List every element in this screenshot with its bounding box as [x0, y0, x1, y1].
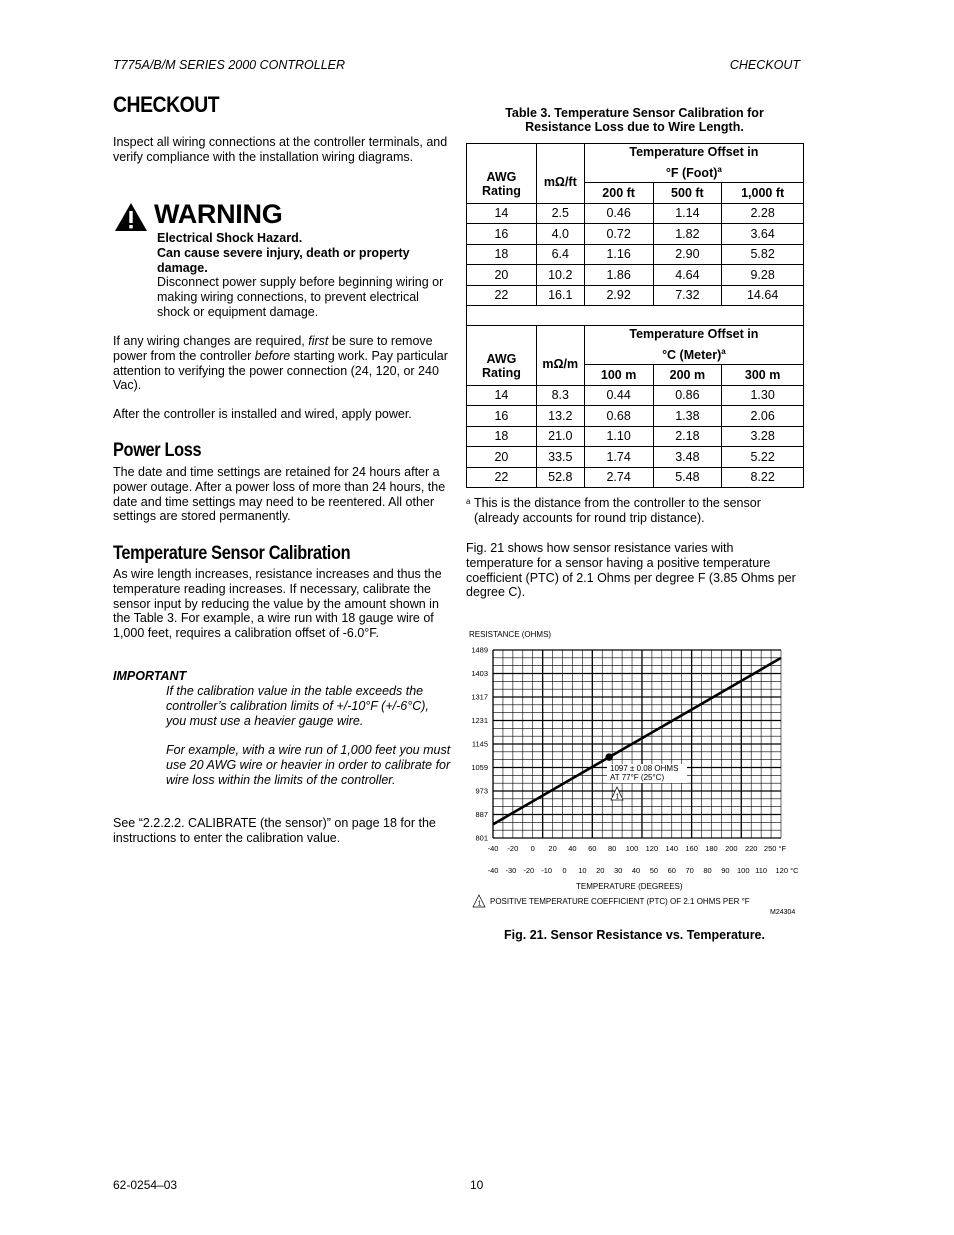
table-cell: 52.8 [536, 467, 584, 488]
table-cell: 13.2 [536, 406, 584, 427]
offset-f-header: Temperature Offset in °F (Foot)$^a$ [584, 144, 803, 183]
warning-consequence: Can cause severe injury, death or property damage. [157, 246, 410, 275]
table3-footnote: $^a$ This is the distance from the controller to the sensor (already accounts for round trip distance). [466, 496, 761, 525]
x-tick-label-c: 100 [737, 866, 750, 875]
y-tick-label: 887 [475, 810, 488, 819]
resistance-per-ft-header: mΩ/ft [536, 144, 584, 204]
x-tick-label-c: 120 °C [775, 866, 799, 875]
doc-number: 62-0254–03 [113, 1178, 178, 1192]
x-tick-label-c: 70 [685, 866, 694, 875]
table-cell: 20 [467, 265, 537, 286]
resistance-per-m-header: mΩ/m [536, 326, 584, 386]
table-cell: 14 [467, 385, 537, 406]
table-cell: 1.86 [584, 265, 653, 286]
c-col-header: 300 m [722, 365, 804, 386]
fig21-caption: Fig. 21. Sensor Resistance vs. Temperature. [504, 928, 765, 942]
x-tick-label-c: 60 [667, 866, 676, 875]
table-cell: 5.22 [722, 447, 804, 468]
x-tick-label-f: 100 [625, 844, 639, 853]
x-tick-label-f: 140 [665, 844, 679, 853]
table-cell: 10.2 [536, 265, 584, 286]
svg-text:1: 1 [615, 793, 620, 801]
table-cell: 21.0 [536, 426, 584, 447]
power-loss-body: The date and time settings are retained for 24 hours after a power outage. After a power loss of more than 24 hours, the date and time settings may need to be reentered. All other settings are stored permanently. [113, 465, 446, 524]
table-cell: 1.38 [653, 406, 722, 427]
table3-fahrenheit [466, 143, 804, 306]
resistance-temperature-chart [466, 625, 806, 920]
table-cell: 1.16 [584, 244, 653, 265]
y-tick-label: 1403 [471, 669, 488, 678]
table-cell: 0.68 [584, 406, 653, 427]
table-row [467, 265, 804, 286]
x-tick-label-f: 250 °F [763, 844, 787, 853]
chart-y-ticks [471, 646, 488, 843]
table-cell: 33.5 [536, 447, 584, 468]
table3-celsius [466, 305, 804, 488]
table-cell: 16 [467, 406, 537, 427]
page-number: 10 [470, 1178, 484, 1192]
table-row [467, 244, 804, 265]
table-row [467, 467, 804, 488]
x-tick-label-f: 60 [588, 844, 597, 853]
warning-triangle-icon [114, 202, 148, 232]
x-tick-label-c: -20 [523, 866, 535, 875]
x-tick-label-c: 10 [578, 866, 587, 875]
table-cell: 18 [467, 244, 537, 265]
x-tick-label-c: -30 [505, 866, 517, 875]
x-tick-label-f: 180 [705, 844, 718, 853]
y-tick-label: 1231 [471, 716, 488, 725]
chart-grid [493, 650, 781, 838]
y-tick-label: 1145 [471, 739, 488, 749]
x-tick-label-c: -10 [541, 866, 553, 875]
f-col-header: 200 ft [584, 183, 653, 204]
table-cell: 5.82 [722, 244, 804, 265]
power-loss-heading: Power Loss [113, 440, 202, 461]
table-cell: 1.30 [722, 385, 804, 406]
x-tick-label-f: 200 [725, 844, 738, 853]
f-col-header: 1,000 ft [722, 183, 804, 204]
x-tick-label-c: 80 [703, 866, 712, 875]
y-tick-label: 1489 [471, 645, 488, 655]
chart-annotation [607, 764, 687, 801]
c-col-header: 200 m [653, 365, 722, 386]
table-cell: 0.72 [584, 224, 653, 245]
x-tick-label-f: 20 [548, 844, 557, 853]
warning-hazard: Electrical Shock Hazard. [157, 231, 303, 245]
table-cell: 3.64 [722, 224, 804, 245]
table-cell: 14 [467, 203, 537, 224]
table-cell: 14.64 [722, 285, 804, 306]
table-cell: 22 [467, 285, 537, 306]
table-row [467, 406, 804, 427]
x-tick-label-c: 50 [649, 866, 659, 875]
table-cell: 1.74 [584, 447, 653, 468]
table-cell: 2.74 [584, 467, 653, 488]
table-cell: 8.22 [722, 467, 804, 488]
table-cell: 0.44 [584, 385, 653, 406]
table-cell: 2.90 [653, 244, 722, 265]
reference-point-marker [605, 753, 613, 761]
running-header-section: CHECKOUT [729, 58, 800, 72]
page-title: CHECKOUT [113, 92, 220, 117]
awg-rating-header-c: AWG Rating [467, 326, 537, 386]
y-tick-label: 1317 [471, 692, 488, 702]
c-col-header: 100 m [584, 365, 653, 386]
x-tick-label-f: -40 [487, 844, 499, 853]
chart-series [493, 658, 781, 824]
svg-text:1: 1 [477, 900, 482, 908]
table-row [467, 426, 804, 447]
table-cell: 18 [467, 426, 537, 447]
x-tick-label-f: 0 [530, 844, 535, 853]
warning-instructions: Disconnect power supply before beginning wiring or making wiring connections, to prevent electrical shock or equipment damage. [157, 275, 444, 319]
figure-id: M24304 [770, 909, 796, 916]
x-tick-label-c: 0 [562, 866, 567, 875]
x-tick-label-c: -40 [487, 866, 499, 875]
x-tick-label-c: 40 [631, 866, 641, 875]
table-row [467, 447, 804, 468]
see-also-paragraph: See “2.2.2.2. CALIBRATE (the sensor)” on page 18 for the instructions to enter the calibration value. [113, 816, 436, 845]
table-row [467, 285, 804, 306]
running-header-title: T775A/B/M SERIES 2000 CONTROLLER [113, 58, 346, 72]
temp-cal-body: As wire length increases, resistance increases and thus the temperature reading increases. If necessary, calibrate the sensor input by reducing the value by the amount shown in the Table 3. For example, a wire run with 18 gauge wire of 1,000 feet, requires a calibration offset of -6.0°F. [113, 567, 442, 641]
x-tick-label-f: -20 [507, 844, 519, 853]
table-cell: 2.18 [653, 426, 722, 447]
apply-power-paragraph: After the controller is installed and wired, apply power. [113, 407, 412, 421]
table-cell: 0.46 [584, 203, 653, 224]
table-cell: 5.48 [653, 467, 722, 488]
svg-text:1097 ± 0.08 OHMS: 1097 ± 0.08 OHMS [610, 764, 679, 773]
chart-xlabel: TEMPERATURE (DEGREES) [576, 882, 683, 891]
fig21-intro: Fig. 21 shows how sensor resistance varies with temperature for a sensor having a positive temperature coefficient (PTC) of 2.1 Ohms per degree F (3.85 Ohms per degree C). [466, 541, 796, 600]
table3-caption: Table 3. Temperature Sensor Calibration for Resistance Loss due to Wire Length. [505, 106, 764, 134]
chart-ylabel: RESISTANCE (OHMS) [469, 630, 552, 639]
table-cell: 4.64 [653, 265, 722, 286]
y-tick-label: 1059 [471, 763, 488, 772]
table-cell: 16 [467, 224, 537, 245]
table-cell: 3.48 [653, 447, 722, 468]
table-cell: 1.14 [653, 203, 722, 224]
table-cell: 1.10 [584, 426, 653, 447]
chart-x-ticks-c [488, 866, 800, 875]
chart-note [473, 895, 750, 908]
table-cell: 4.0 [536, 224, 584, 245]
x-tick-label-f: 40 [568, 844, 577, 853]
x-tick-label-c: 30 [613, 866, 623, 875]
x-tick-label-f: 80 [608, 844, 617, 853]
svg-text:POSITIVE TEMPERATURE COEFFICIE: POSITIVE TEMPERATURE COEFFICIENT (PTC) OF 2.1 OHMS PER °F [490, 897, 750, 906]
series-line [493, 658, 781, 824]
table-cell: 22 [467, 467, 537, 488]
table-cell: 9.28 [722, 265, 804, 286]
wiring-changes-paragraph: If any wiring changes are required, first be sure to remove power from the controller before starting work. Pay particular attention to verifying the power connection (24, 120, or 240 Vac). [113, 334, 448, 393]
table-row [467, 224, 804, 245]
y-tick-label: 973 [475, 786, 488, 796]
ptc-note-marker-icon [611, 787, 623, 801]
table-cell: 2.5 [536, 203, 584, 224]
awg-rating-header: AWG Rating [467, 144, 537, 204]
important-note-1: If the calibration value in the table exceeds the controller’s calibration limits of +/-10°F (+/-6°C), you must use a heavier gauge wire. [166, 684, 429, 728]
x-tick-label-f: 120 [645, 844, 659, 853]
table-cell: 20 [467, 447, 537, 468]
table-cell: 0.86 [653, 385, 722, 406]
table-cell: 1.82 [653, 224, 722, 245]
temp-cal-heading: Temperature Sensor Calibration [113, 543, 351, 564]
x-tick-label-f: 160 [685, 844, 698, 853]
chart-x-ticks-f [488, 844, 787, 853]
important-label: IMPORTANT [113, 669, 187, 683]
table-cell: 6.4 [536, 244, 584, 265]
table-row [467, 385, 804, 406]
y-tick-label: 801 [475, 833, 488, 843]
important-note-2: For example, with a wire run of 1,000 feet you must use 20 AWG wire or heavier in order to calibrate for wire loss within the limits of the controller. [166, 743, 451, 787]
x-tick-label-c: 90 [721, 866, 730, 875]
table-cell: 2.28 [722, 203, 804, 224]
table-row [467, 203, 804, 224]
offset-c-header: Temperature Offset in °C (Meter)$^a$ [584, 326, 803, 365]
checkout-intro: Inspect all wiring connections at the controller terminals, and verify compliance with the installation wiring diagrams. [113, 135, 448, 164]
table-cell: 7.32 [653, 285, 722, 306]
f-col-header: 500 ft [653, 183, 722, 204]
svg-text:AT 77°F (25°C): AT 77°F (25°C) [610, 773, 665, 782]
table-cell: 3.28 [722, 426, 804, 447]
table-cell: 2.92 [584, 285, 653, 306]
table-cell: 2.06 [722, 406, 804, 427]
x-tick-label-c: 110 [755, 866, 768, 875]
table-cell: 8.3 [536, 385, 584, 406]
x-tick-label-f: 220 [744, 844, 758, 853]
warning-heading: WARNING [154, 199, 283, 229]
table-cell: 16.1 [536, 285, 584, 306]
x-tick-label-c: 20 [596, 866, 605, 875]
